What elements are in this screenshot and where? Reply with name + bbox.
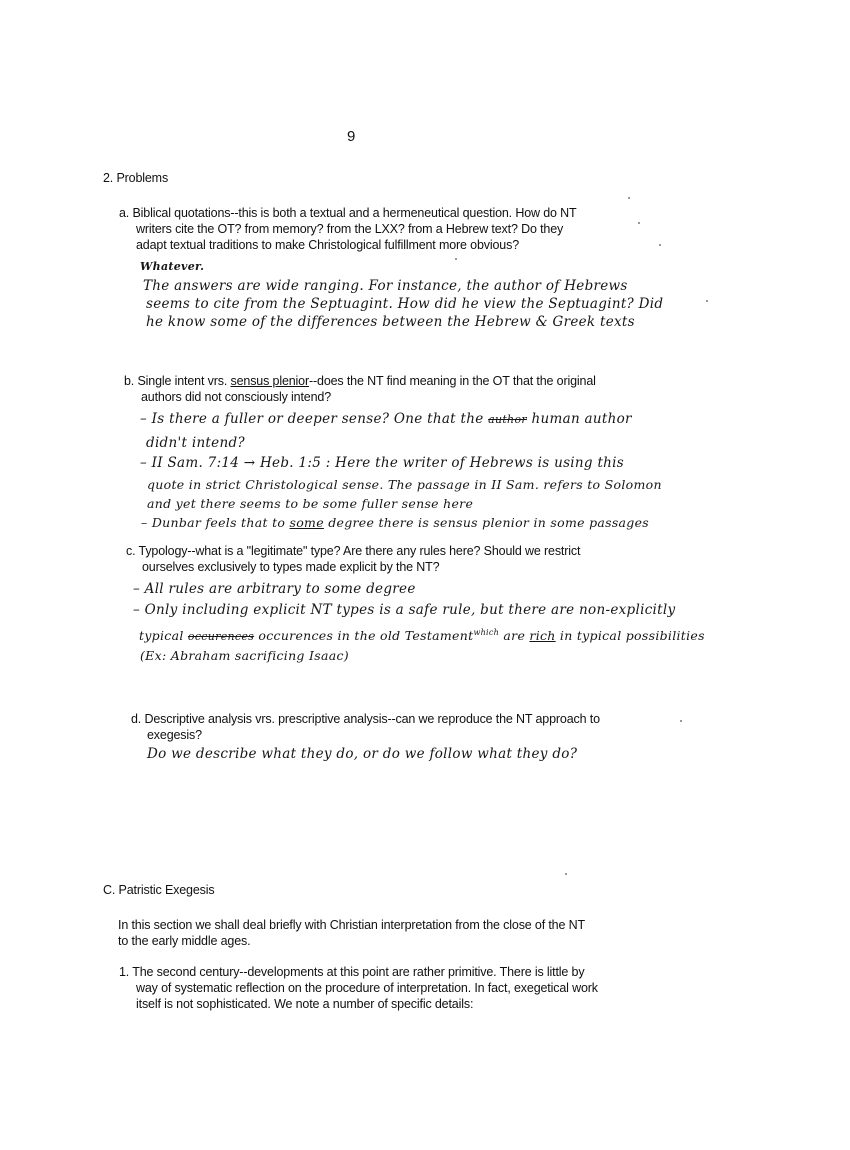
- item-b-line-2: authors did not consciously intend?: [141, 390, 332, 404]
- handwritten-note-b-2: didn't intend?: [146, 435, 245, 451]
- scan-speck: [680, 720, 682, 722]
- item-c-line-2: ourselves exclusively to types made explicit by the NT?: [142, 560, 440, 574]
- handwritten-scribble: Whatever.: [140, 260, 205, 273]
- note-c-3-d: in typical possibilities: [555, 628, 705, 644]
- intro-line-2: to the early middle ages.: [118, 934, 251, 948]
- scan-speck: [455, 258, 457, 260]
- intro-line-1: In this section we shall deal briefly with Christian interpretation from the close of the NT: [118, 918, 585, 932]
- handwritten-note-b-6: [141, 514, 649, 532]
- note-b-1-struck: author: [488, 413, 527, 426]
- note-b-1-post: human author: [526, 411, 632, 427]
- handwritten-note-a-3: he know some of the differences between the Hebrew & Greek texts: [146, 314, 635, 330]
- item-a-line-2: writers cite the OT? from memory? from the LXX? from a Hebrew text? Do they: [136, 222, 564, 236]
- handwritten-note-c-2: – Only including explicit NT types is a safe rule, but there are non-explicitly: [133, 602, 676, 618]
- handwritten-note-c-1: – All rules are arbitrary to some degree: [133, 581, 416, 597]
- scan-speck: [638, 222, 640, 224]
- item-1-line-2: way of systematic reflection on the procedure of interpretation. In fact, exegetical work: [136, 981, 598, 995]
- handwritten-note-b-1: [140, 410, 632, 429]
- scan-speck: [565, 873, 567, 875]
- note-c-3-struck: occurences: [187, 630, 255, 644]
- section-heading-problems: 2. Problems: [103, 171, 169, 185]
- handwritten-note-c-4: (Ex: Abraham sacrificing Isaac): [140, 648, 349, 663]
- item-b-line-1-post: --does the NT find meaning in the OT that the original: [309, 374, 596, 388]
- handwritten-note-d: Do we describe what they do, or do we follow what they do?: [147, 746, 578, 762]
- item-c-line-1: c. Typology--what is a "legitimate" type? Are there any rules here? Should we restrict: [126, 544, 581, 558]
- note-b-6-pre: – Dunbar feels that to: [141, 515, 290, 530]
- handwritten-note-a-2: seems to cite from the Septuagint. How did he view the Septuagint? Did: [146, 296, 664, 312]
- page-number: 9: [347, 128, 356, 145]
- note-c-3-a: typical: [139, 628, 188, 644]
- item-1-line-3: itself is not sophisticated. We note a number of specific details:: [136, 997, 474, 1011]
- item-b-line-1-pre: b. Single intent vrs.: [124, 374, 231, 388]
- scan-speck: [628, 197, 630, 199]
- item-a-line-3: adapt textual traditions to make Christological fulfillment more obvious?: [136, 238, 519, 252]
- section-heading-patristic: C. Patristic Exegesis: [103, 883, 215, 897]
- handwritten-note-a-1: The answers are wide ranging. For instance, the author of Hebrews: [143, 278, 628, 294]
- handwritten-note-b-4: quote in strict Christological sense. The passage in II Sam. refers to Solomon: [147, 477, 662, 492]
- sensus-plenior-term: sensus plenior: [230, 374, 309, 388]
- note-c-3-c: are: [499, 628, 530, 644]
- note-c-3-insert: which: [473, 628, 500, 637]
- scan-speck: [706, 300, 708, 302]
- item-a-line-1: a. Biblical quotations--this is both a textual and a hermeneutical question. How do NT: [119, 206, 577, 220]
- scan-speck: [659, 244, 661, 246]
- note-b-6-post: degree there is sensus plenior in some passages: [323, 515, 650, 530]
- item-1-line-1: 1. The second century--developments at this point are rather primitive. There is little by: [119, 965, 585, 979]
- note-c-3-underlined: rich: [529, 628, 556, 644]
- handwritten-note-b-5: and yet there seems to be some fuller sense here: [147, 496, 474, 511]
- note-c-3-b: occurences in the old Testament: [254, 628, 474, 644]
- note-b-6-underlined: some: [289, 515, 324, 530]
- handwritten-note-b-3: – II Sam. 7:14 → Heb. 1:5 : Here the writer of Hebrews is using this: [140, 455, 625, 471]
- item-d-line-1: d. Descriptive analysis vrs. prescriptive analysis--can we reproduce the NT approach to: [131, 712, 600, 726]
- item-b-line-1: [124, 373, 596, 390]
- handwritten-note-c-3: [139, 624, 705, 646]
- note-b-1-pre: – Is there a fuller or deeper sense? One that the: [140, 411, 489, 427]
- item-d-line-2: exegesis?: [147, 728, 202, 742]
